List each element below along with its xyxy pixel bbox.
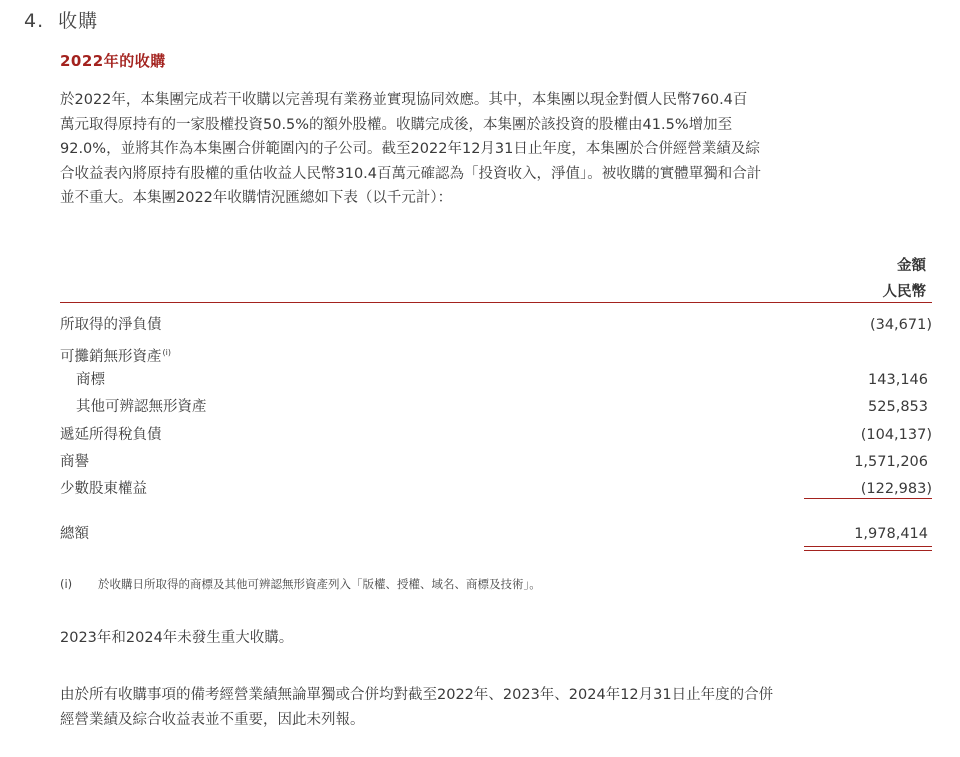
column-header-amount: 金額	[897, 258, 926, 274]
total-value: 1,978,414	[854, 526, 928, 542]
header-divider	[60, 302, 932, 303]
intro-line: 合收益表內將原持有股權的重估收益人民幣310.4百萬元確認為「投資收入，淨值」。被收購的實體單獨和合計	[60, 165, 762, 182]
row-value: 1,571,206	[854, 453, 928, 470]
table-row	[60, 339, 932, 366]
table-row	[60, 312, 932, 339]
row-value: (122,983)	[860, 481, 932, 498]
row-label: 所取得的淨負債	[60, 317, 162, 333]
pro-forma-paragraph	[60, 683, 940, 732]
subtotal-divider	[804, 498, 932, 499]
row-value: 525,853	[868, 399, 928, 416]
no-acquisition-note	[60, 626, 940, 651]
table-row	[60, 394, 932, 421]
row-value: (104,137)	[860, 426, 932, 443]
total-row	[60, 522, 932, 546]
intro-line: 92.0%，並將其作為本集團合併範圍內的子公司。截至2022年12月31日止年度，本集團於合併經營業績及綜	[60, 141, 760, 157]
row-value: (34,671)	[869, 317, 932, 333]
total-label: 總額	[60, 526, 89, 542]
acquisition-table	[60, 312, 932, 504]
footnote-mark: (i)	[60, 577, 73, 591]
subsection-title: 2022年的收購	[60, 52, 166, 70]
row-label: 其他可辨認無形資產	[76, 399, 207, 416]
table-row	[60, 367, 932, 394]
total-double-underline	[804, 546, 932, 551]
section-heading	[24, 6, 98, 33]
final-line: 由於所有收購事項的備考經營業績無論單獨或合併均對截至2022年、2023年、2024年12月31日止年度的合併	[60, 687, 774, 703]
row-label: 商標	[76, 371, 105, 388]
row-label: 少數股東權益	[60, 481, 147, 498]
intro-line: 並不重大。本集團2022年收購情況匯總如下表（以千元計）：	[60, 190, 453, 206]
footnote	[60, 576, 541, 592]
final-line: 經營業績及綜合收益表並不重要，因此未列報。	[60, 711, 365, 728]
section-number: 4.	[24, 10, 45, 32]
row-label: 遞延所得稅負債	[60, 426, 162, 443]
table-row	[60, 422, 932, 449]
table-row	[60, 476, 932, 503]
intro-paragraph	[60, 88, 940, 211]
intro-line: 萬元取得原持有的一家股權投資50.5%的額外股權。收購完成後，本集團於該投資的股權由41.5%增加至	[60, 116, 733, 133]
row-label-text: 可攤銷無形資產	[60, 349, 162, 366]
table-row	[60, 449, 932, 476]
row-label: 商譽	[60, 453, 89, 470]
intro-line: 於2022年，本集團完成若干收購以完善現有業務並實現協同效應。其中，本集團以現金對價人民幣760.4百	[60, 92, 748, 108]
footnote-marker: (i)	[162, 348, 171, 358]
note-line: 2023年和2024年未發生重大收購。	[60, 630, 294, 646]
row-value: 143,146	[868, 371, 928, 388]
footnote-text: 於收購日所取得的商標及其他可辨認無形資產列入「版權、授權、域名、商標及技術」。	[98, 577, 541, 591]
section-title: 收購	[58, 10, 99, 32]
column-header-currency: 人民幣	[882, 284, 926, 300]
